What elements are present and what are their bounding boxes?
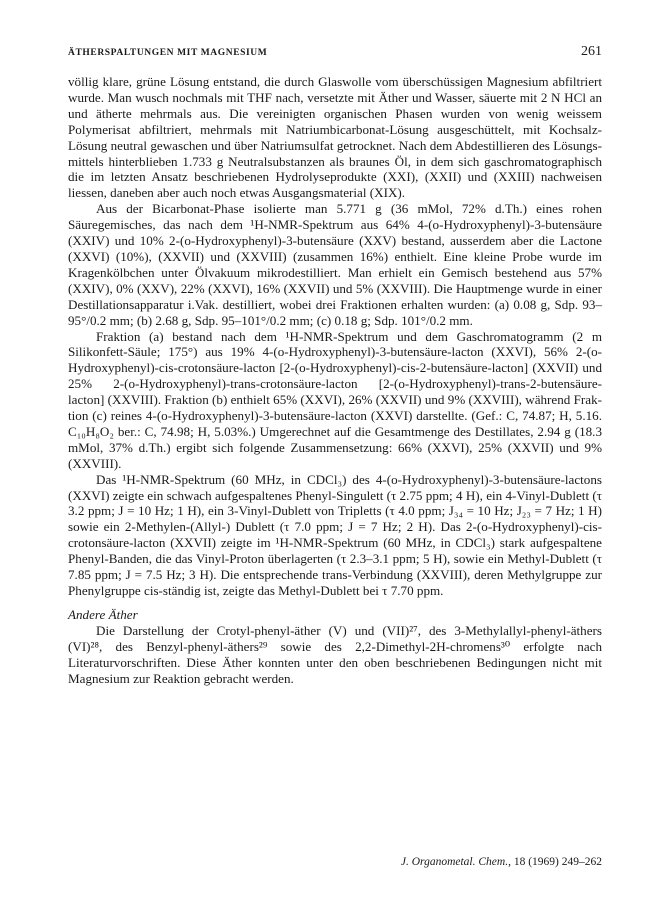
page-number: 261 [581, 44, 602, 59]
journal-citation [401, 856, 602, 868]
journal-name: J. Organometal. Chem. [400, 856, 509, 868]
journal-volume: , 18 (1969) 249–262 [508, 856, 602, 868]
running-head [68, 44, 602, 66]
paragraph-fraction-a: Fraktion (a) bestand nach dem ¹H-NMR-Spektrum und dem Gaschromatogramm (2 m Silikonfett-Säule; 175°) aus 19% 4-(o-Hydroxyphenyl)-3-butensäure-lacton (XXVI), 56% 2-(o-Hydroxyphenyl)-cis-crotonsäure-lacton [2-(o-Hydroxyphenyl)-cis-2-butensäure-lacton] (XXVII) und 25% 2-(o-Hydroxyphenyl)-trans-crotonsäure-lacton [2-(o-Hydroxyphenyl)-trans-2-butensäure-lacton] (XXVIII). Fraktion (b) enthielt 65% (XXVI), 26% (XXVII) und 9% (XXVIII), während Fraktion (c) reines 4-(o-Hydroxyphenyl)-3-butensäure-lacton (XXVI) darstellte. (Gef.: C, 74.87; H, 5.16. C₁₀H₈O₂ ber.: C, 74.98; H, 5.03%.) Umgerechnet auf die Gesamtmenge des Destillates, 2.94 g (18.3 mMol, 37% d.Th.) ergibt sich folgende Zusammensetzung: 66% (XXVI), 25% (XXVII) und 9% (XXVIII). [68, 328, 602, 471]
paragraph-nmr-spectrum: Das ¹H-NMR-Spektrum (60 MHz, in CDCl₃) des 4-(o-Hydroxyphenyl)-3-butensäure-lactons (XXVI) zeigte ein schwach aufgespaltenes Phenyl-Singulett (τ 2.75 ppm; 4 H), ein 4-Vinyl-Dublett (τ 3.2 ppm; J = 10 Hz; 1 H), ein 3-Vinyl-Dublett von Tripletts (τ 4.0 ppm; J₃₄ = 10 Hz; J₂₃ = 7 Hz; 1 H) sowie ein 2-Methylen-(Allyl-) Dublett (τ 7.0 ppm; J = 7 Hz; 2 H). Das 2-(o-Hydroxyphenyl)-cis-crotonsäure-lacton (XXVII) zeigte im ¹H-NMR-Spektrum (60 MHz, in CDCl₃) stark aufgespaltene Phenyl-Banden, die das Vinyl-Proton überlagerten (τ 2.3–3.1 ppm; 5 H), sowie ein Methyl-Dublett (τ 7.85 ppm; J = 7.5 Hz; 3 H). Die entsprechende trans-Verbindung (XXVIII), deren Methylgruppe zur Phenylgruppe cis-ständig ist, zeigte das Methyl-Dublett bei τ 7.70 ppm. [68, 471, 602, 598]
section-heading: Andere Äther [68, 606, 138, 622]
body-text [68, 74, 602, 686]
paragraph-other-ethers: Die Darstellung der Crotyl-phenyl-äther (V) und (VII)²⁷, des 3-Methylallyl-phenyl-äthers (VI)²⁸, des Benzyl-phenyl-äthers²⁹ sowie des 2,2-Dimethyl-2H-chromens³⁰ erfolgte nach Literaturvorschriften. Diese Äther konnten unter den oben beschriebenen Bedingungen nicht mit Magnesium zur Reaktion gebracht werden. [68, 622, 602, 686]
paragraph-bicarbonate-phase: Aus der Bicarbonat-Phase isolierte man 5.771 g (36 mMol, 72% d.Th.) eines rohen Säuregemisches, das nach dem ¹H-NMR-Spektrum aus 64% 4-(o-Hydroxyphenyl)-3-butensäure (XXIV) und 10% 2-(o-Hydroxyphenyl)-3-butensäure (XXV) bestand, ausserdem aber die Lactone (XXVI) (10%), (XXVII) und (XXVIII) (zusammen 16%) enthielt. Eine kleine Probe wurde im Kragenkölbchen unter Ölvakuum mikrodestilliert. Man erhielt ein Gemisch bestehend aus 57% (XXIV), 0% (XXV), 22% (XXVI), 16% (XXVII) und 5% (XXVIII). Die Hauptmenge wurde in einer Destillationsapparatur i.Vak. destilliert, wobei drei Fraktionen erhalten wurden: (a) 0.08 g, Sdp. 93–95°/0.2 mm; (b) 2.68 g, Sdp. 95–101°/0.2 mm; (c) 0.18 g; Sdp. 101°/0.2 mm. [68, 201, 602, 328]
paragraph-continued: völlig klare, grüne Lösung entstand, die durch Glaswolle vom überschüssigen Magnesium abfiltriert wurde. Man wusch nochmals mit THF nach, versetzte mit Äther und Wasser, säuerte mit 2 N HCl an und ätherte mehrmals aus. Die vereinigten organischen Phasen wurden von wenig weissem Polymerisat abfiltriert, mehrmals mit Natriumbicarbonat-Lösung ausgeschüttelt, mit Kochsalz-Lösung neutral gewaschen und über Natriumsulfat getrocknet. Nach dem Abdestillieren des Lösungsmittels hinterblieben 1.733 g Neutralsubstanzen als braunes Öl, in dem sich gaschromatographisch die im letzten Ansatz beschriebenen Hydrolyseprodukte (XXI), (XXII) und (XXIII) nachweisen liessen, daneben aber auch noch etwas Ausgangsmaterial (XIX). [68, 74, 602, 201]
running-title: ÄTHERSPALTUNGEN MIT MAGNESIUM [68, 48, 268, 58]
